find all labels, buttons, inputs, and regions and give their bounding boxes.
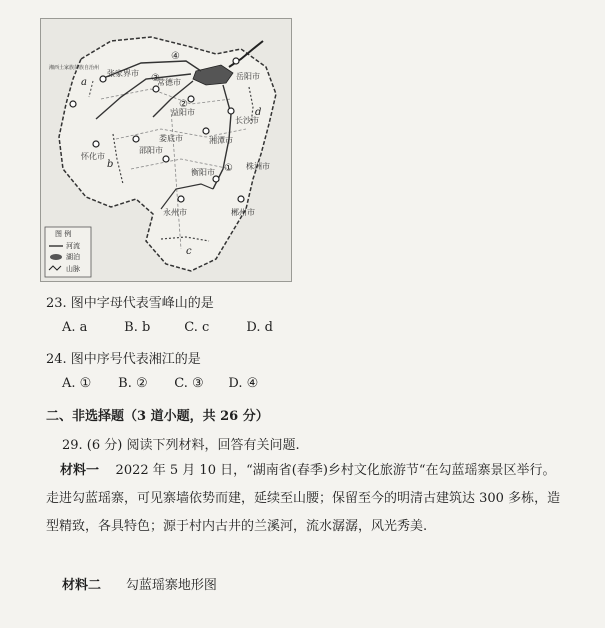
city-dot (228, 108, 234, 114)
map-number-4: ④ (171, 51, 180, 62)
city-dot (238, 196, 244, 202)
city-dot (163, 156, 169, 162)
map-number-1: ① (224, 163, 233, 174)
option-d[interactable]: D. ④ (228, 376, 259, 391)
city-label: 郴州市 (231, 208, 255, 217)
city-label: 岳阳市 (236, 72, 260, 81)
city-label: 常德市 (157, 78, 181, 87)
hunan-map (41, 19, 291, 281)
city-label: 株洲市 (246, 162, 270, 171)
map-number-3: ③ (151, 73, 160, 84)
section-2-heading: 二、非选择题（3 道小题，共 26 分） (46, 409, 269, 424)
city-label: 衡阳市 (191, 168, 215, 177)
city-dot (233, 58, 239, 64)
option-b[interactable]: B. b (124, 320, 151, 335)
option-b[interactable]: B. ② (118, 376, 148, 391)
map-letter-c: c (186, 246, 192, 257)
city-dot (93, 141, 99, 147)
city-label: 邵阳市 (139, 146, 163, 155)
option-a[interactable]: A. a (62, 320, 88, 335)
city-label: 长沙市 (235, 116, 259, 125)
hunan-map-figure (40, 18, 292, 282)
city-label: 湘西土家族苗族自治州 (49, 65, 100, 71)
legend-mountain: 山脉 (66, 265, 80, 273)
legend-river: 河流 (66, 242, 80, 250)
city-dot (178, 196, 184, 202)
material-1-label: 材料一 (60, 463, 100, 478)
material-2-label: 材料二 (62, 578, 102, 593)
map-legend (45, 227, 91, 277)
question-23-stem: 23. 图中字母代表雪峰山的是 (46, 296, 214, 311)
lake-icon (50, 254, 62, 260)
city-label: 湘潭市 (209, 136, 233, 145)
city-dot (100, 76, 106, 82)
map-number-2: ② (179, 99, 188, 110)
map-letter-a: a (81, 77, 87, 88)
city-label: 永州市 (163, 208, 187, 217)
option-c[interactable]: C. ③ (174, 376, 204, 391)
material-2-text: 勾蓝瑶寨地形图 (125, 578, 217, 593)
question-24-options (62, 376, 258, 391)
question-23-options (62, 320, 273, 335)
city-dot (203, 128, 209, 134)
city-label: 娄底市 (159, 134, 183, 143)
option-a[interactable]: A. ① (62, 376, 92, 391)
city-dot (188, 96, 194, 102)
city-dot (133, 136, 139, 142)
map-letter-b: b (107, 159, 114, 170)
material-1-text: 2022 年 5 月 10 日，“湖南省(春季)乡村文化旅游节“在勾蓝瑶寨景区举行。走进勾蓝瑶寨，可见寨墙依势而建，延续至山腰；保留至今的明清古建筑达 300 多栋，造型精致，各具特色；源于村内古井的兰溪河，流水潺潺，风光秀美. (46, 463, 561, 534)
map-letter-d: d (255, 107, 262, 118)
question-24-stem: 24. 图中序号代表湘江的是 (46, 352, 201, 367)
material-1 (46, 457, 566, 541)
legend-title: 图 例 (55, 230, 72, 238)
legend-lake: 湖泊 (66, 253, 80, 261)
city-dot (70, 101, 76, 107)
city-label: 张家界市 (107, 69, 139, 78)
option-c[interactable]: C. c (184, 320, 210, 335)
material-2 (62, 574, 217, 593)
city-label: 怀化市 (81, 152, 105, 161)
city-label: 益阳市 (171, 108, 195, 117)
option-d[interactable]: D. d (246, 320, 273, 335)
question-29-stem: 29. (6 分) 阅读下列材料，回答有关问题. (62, 438, 300, 453)
